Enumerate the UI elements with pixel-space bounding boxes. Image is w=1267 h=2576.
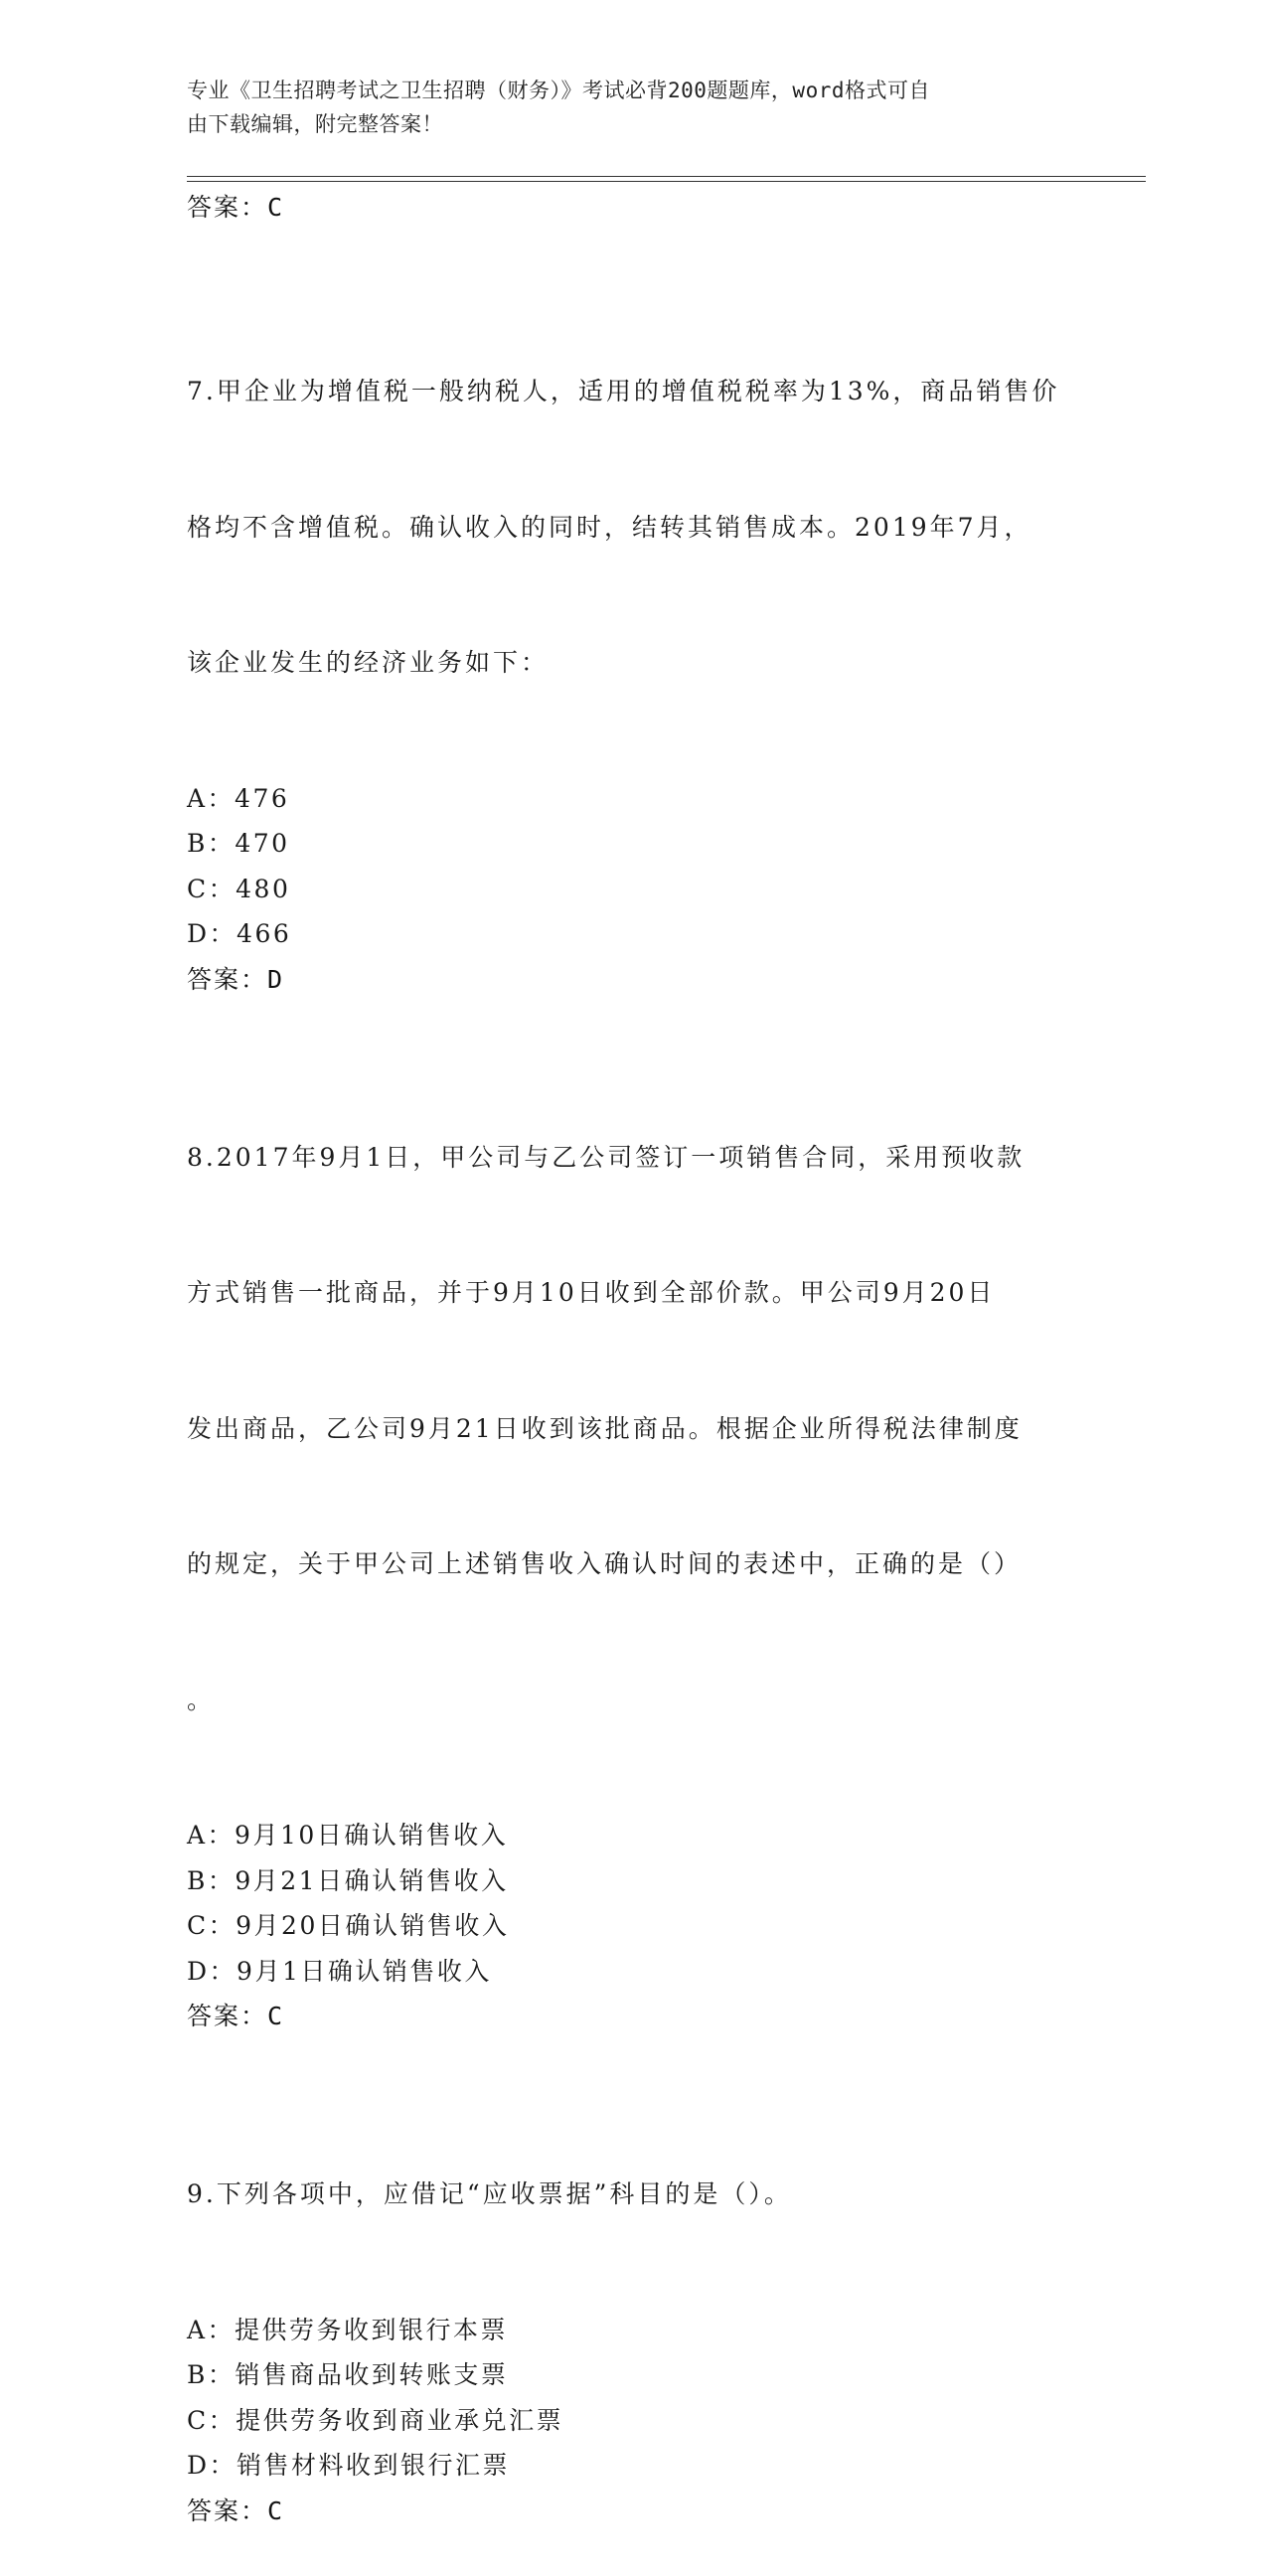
question-stem [187, 278, 1081, 776]
header-line-2: 由下载编辑，附完整答案！ [187, 112, 443, 136]
answer-label: 答案：C [187, 2002, 285, 2030]
question-8 [187, 1045, 1081, 2040]
option-c: C：480 [187, 874, 291, 903]
question-stem [187, 1045, 1081, 1814]
option-list [187, 776, 1081, 957]
header-divider-top [187, 176, 1146, 177]
question-list [187, 185, 1081, 2576]
option-list [187, 1813, 1081, 1994]
option-list [187, 2308, 1081, 2489]
option-c: C：9月20日确认销售收入 [187, 1911, 510, 1940]
stem-line: 的规定，关于甲公司上述销售收入确认时间的表述中，正确的是（） [187, 1549, 1023, 1578]
option-b: B：销售商品收到转账支票 [187, 2360, 509, 2389]
option-b: B：9月21日确认销售收入 [187, 1865, 509, 1895]
stem-line: 8.2017年9月1日，甲公司与乙公司签订一项销售合同，采用预收款 [187, 1142, 1026, 1172]
question-stem [187, 2081, 1081, 2308]
option-d: D：销售材料收到银行汇票 [187, 2451, 511, 2480]
option-a: A：9月10日确认销售收入 [187, 1821, 509, 1850]
answer-label: 答案：C [187, 2496, 285, 2525]
option-a: A：提供劳务收到银行本票 [187, 2315, 509, 2344]
stem-line: 方式销售一批商品，并于9月10日收到全部价款。甲公司9月20日 [187, 1278, 996, 1307]
stem-line: 该企业发生的经济业务如下： [187, 648, 550, 677]
question-9 [187, 2081, 1081, 2534]
header-divider-bottom [187, 181, 1146, 182]
option-d: D：466 [187, 919, 292, 948]
stem-line: 7.甲企业为增值税一般纳税人，适用的增值税税率为13%，商品销售价 [187, 377, 1060, 405]
option-c: C：提供劳务收到商业承兑汇票 [187, 2405, 564, 2435]
stem-line: 。 [187, 1685, 216, 1714]
document-header [187, 74, 1061, 141]
answer-label: 答案：D [187, 964, 285, 994]
option-b: B：470 [187, 829, 290, 858]
stem-line: 格均不含增值税。确认收入的同时，结转其销售成本。2019年7月， [187, 512, 1032, 542]
question-7 [187, 278, 1081, 1003]
option-a: A：476 [187, 783, 290, 813]
stem-line: 发出商品，乙公司9月21日收到该批商品。根据企业所得税法律制度 [187, 1413, 1023, 1443]
option-d: D：9月1日确认销售收入 [187, 1956, 492, 1986]
stem-line: 9.下列各项中，应借记“应收票据”科目的是（）。 [187, 2179, 792, 2208]
previous-answer: 答案：C [187, 193, 285, 222]
header-line-1: 专业《卫生招聘考试之卫生招聘（财务）》考试必背200题题库，word格式可自 [187, 79, 930, 102]
